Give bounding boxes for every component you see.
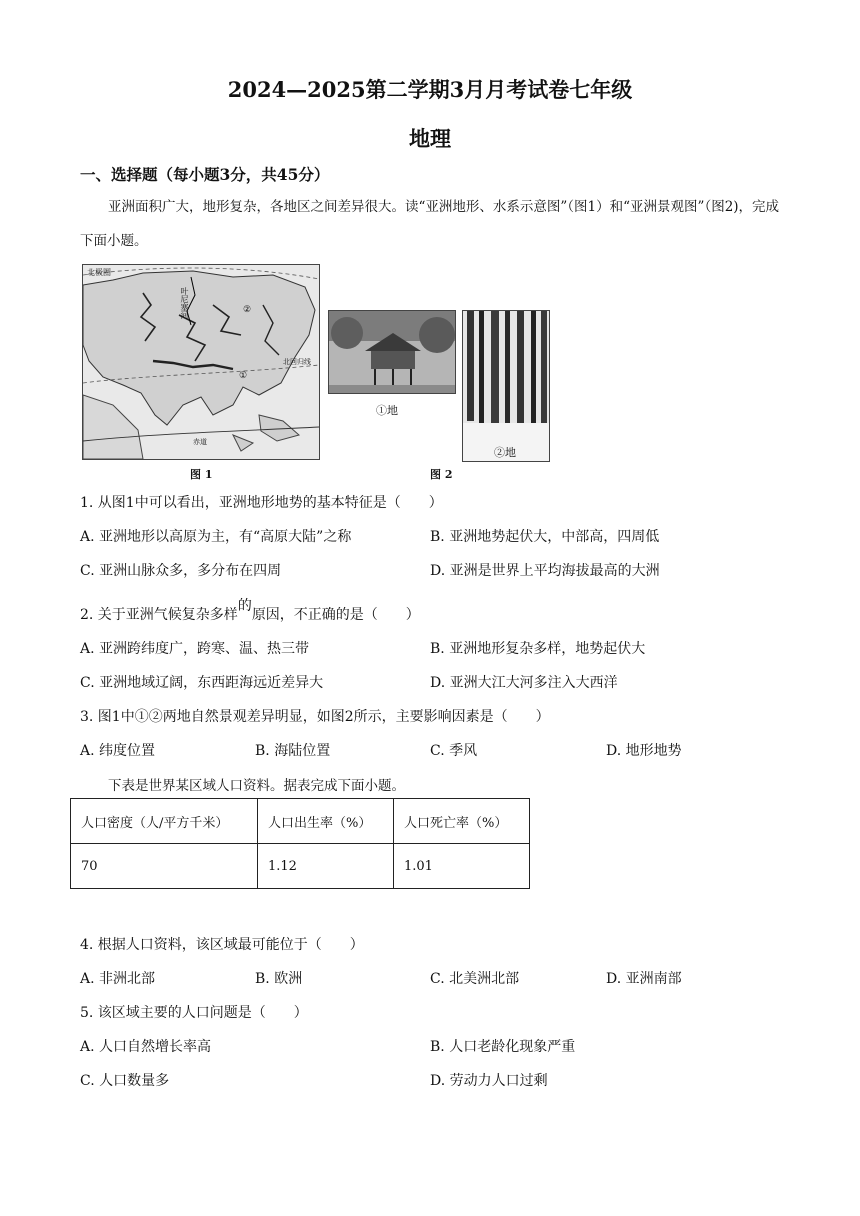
intro-paragraph: 亚洲面积广大，地形复杂，各地区之间差异很大。读“亚洲地形、水系示意图”（图1）和“亚洲景观图”（图2)，完成下面小题。 (80, 199, 780, 249)
question-4-option-b[interactable]: B. 欧洲 (255, 971, 303, 987)
question-2-stem-part2: 原因，不正确的是（ ） (251, 607, 420, 623)
arctic-circle-label: 北极圈 (87, 268, 111, 277)
question-2-stem-superscript: 的 (237, 598, 252, 614)
question-1-stem: 1. 从图1中可以看出，亚洲地形地势的基本特征是（ ） (80, 495, 443, 511)
fig1-caption: 图 1 (190, 468, 213, 481)
question-1-option-b[interactable]: B. 亚洲地势起伏大，中部高，四周低 (430, 529, 660, 545)
question-5-option-b[interactable]: B. 人口老龄化现象严重 (430, 1039, 576, 1055)
exam-title: 2024—2025第二学期3月月考试卷七年级 (227, 77, 633, 102)
population-table (70, 798, 530, 889)
fig2-caption: 图 2 (430, 468, 453, 481)
question-2-stem (80, 598, 420, 624)
question-2-option-d[interactable]: D. 亚洲大江大河多注入大西洋 (430, 675, 618, 691)
tropic-label: 北回归线 (283, 358, 311, 366)
question-3-option-d[interactable]: D. 地形地势 (606, 743, 682, 759)
question-5-stem: 5. 该区域主要的人口问题是（ ） (80, 1005, 308, 1021)
table-row (71, 844, 530, 889)
question-3-stem: 3. 图1中①②两地自然景观差异明显，如图2所示，主要影响因素是（ ） (80, 709, 550, 725)
snow-forest-drawing (463, 311, 549, 461)
question-3-option-b[interactable]: B. 海陆位置 (255, 743, 331, 759)
question-4-option-a[interactable]: A. 非洲北部 (80, 971, 156, 987)
cell-density: 70 (71, 844, 258, 889)
question-1-option-c[interactable]: C. 亚洲山脉众多，多分布在四周 (80, 563, 282, 579)
table-header-row (71, 799, 530, 844)
question-4-option-d[interactable]: D. 亚洲南部 (606, 971, 682, 987)
stilt-house-drawing (329, 311, 455, 393)
question-5-option-c[interactable]: C. 人口数量多 (80, 1073, 170, 1089)
question-4-stem: 4. 根据人口资料，该区域最可能位于（ ） (80, 937, 364, 953)
snow-forest-photo (462, 310, 550, 462)
question-4-option-c[interactable]: C. 北美洲北部 (430, 971, 520, 987)
header-density: 人口密度（人/平方千米） (71, 799, 258, 844)
equator-label: 赤道 (193, 438, 207, 446)
header-death-rate: 人口死亡率（%） (394, 799, 530, 844)
cell-death-rate: 1.01 (394, 844, 530, 889)
question-3-option-a[interactable]: A. 纬度位置 (80, 743, 156, 759)
asia-terrain-map (82, 264, 320, 460)
photo2-label: ②地 (494, 446, 516, 459)
question-5-option-a[interactable]: A. 人口自然增长率高 (80, 1039, 212, 1055)
location-2-marker: ② (243, 305, 252, 315)
stilt-house-photo (328, 310, 456, 394)
question-1-option-d[interactable]: D. 亚洲是世界上平均海拔最高的大洲 (430, 563, 660, 579)
question-2-option-c[interactable]: C. 亚洲地域辽阔，东西距海远近差异大 (80, 675, 324, 691)
question-2-stem-part1: 2. 关于亚洲气候复杂多样 (80, 607, 238, 623)
question-3-option-c[interactable]: C. 季风 (430, 743, 478, 759)
subject-title: 地理 (409, 126, 451, 151)
question-2-option-b[interactable]: B. 亚洲地形复杂多样，地势起伏大 (430, 641, 646, 657)
question-2-option-a[interactable]: A. 亚洲跨纬度广，跨寒、温、热三带 (80, 641, 310, 657)
question-5-option-d[interactable]: D. 劳动力人口过剩 (430, 1073, 548, 1089)
yenisei-river-label: 叶尼塞河 (180, 287, 189, 319)
question-1-option-a[interactable]: A. 亚洲地形以高原为主，有“高原大陆”之称 (80, 529, 352, 545)
section-heading: 一、选择题（每小题3分，共45分） (80, 165, 330, 184)
header-birth-rate: 人口出生率（%） (258, 799, 394, 844)
photo1-label: ①地 (376, 404, 398, 417)
table-intro: 下表是世界某区域人口资料。据表完成下面小题。 (108, 778, 405, 794)
location-1-marker: ① (239, 371, 248, 381)
cell-birth-rate: 1.12 (258, 844, 394, 889)
